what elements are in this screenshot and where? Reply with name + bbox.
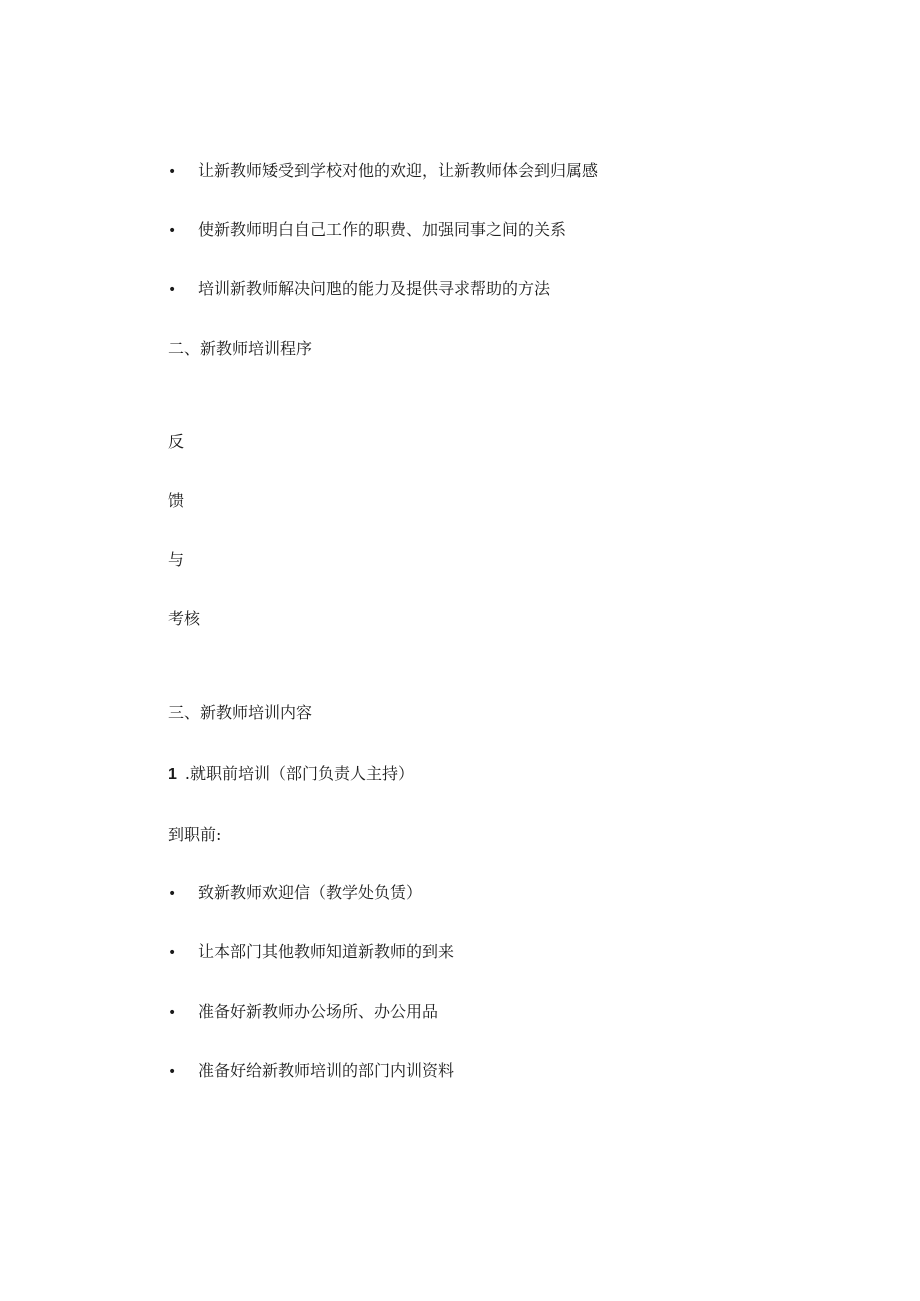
numbered-item-heading [168,763,414,786]
list-item-text: 准备好新教师办公场所、办公用品 [198,1002,439,1021]
list-item [168,160,598,183]
vertical-text-char: 馈 [168,491,185,510]
list-item-text: 准备好给新教师培训的部门内训资料 [198,1061,455,1080]
before-arrival-label: 到职前: [168,825,222,844]
item-number: 1 [168,766,177,783]
vertical-text-char: 考核 [168,609,201,628]
bullet-icon: • [168,1064,177,1080]
list-item-text: 使新教师明白自己工作的职费、加强同事之间的关系 [198,220,567,239]
bullet-icon: • [168,223,177,239]
list-item-text: 让本部门其他教师知道新教师的到来 [198,942,455,961]
bullet-icon: • [168,886,177,902]
bullet-icon: • [168,282,177,298]
list-item-text: 培训新教师解决问虺的能力及提供寻求帮助的方法 [198,279,551,298]
vertical-text-char: 与 [168,550,185,569]
section-heading-procedure: 二、新教师培训程序 [168,339,313,358]
vertical-text-char: 反 [168,432,185,451]
list-item [168,882,422,905]
bullet-icon: • [168,1005,177,1021]
list-item [168,1060,454,1083]
list-item [168,941,454,964]
bullet-icon: • [168,945,177,961]
section-heading-content: 三、新教师培训内容 [168,703,313,722]
list-item-text: 让新教师矮受到学校对他的欢迎，让新教师体会到归属感 [198,161,599,180]
item-title: .就职前培训（部门负责人主持） [184,764,414,783]
list-item [168,219,566,242]
bullet-icon: • [168,164,177,180]
list-item-text: 致新教师欢迎信（教学处负赁） [198,883,423,902]
list-item [168,1001,438,1024]
list-item [168,278,550,301]
